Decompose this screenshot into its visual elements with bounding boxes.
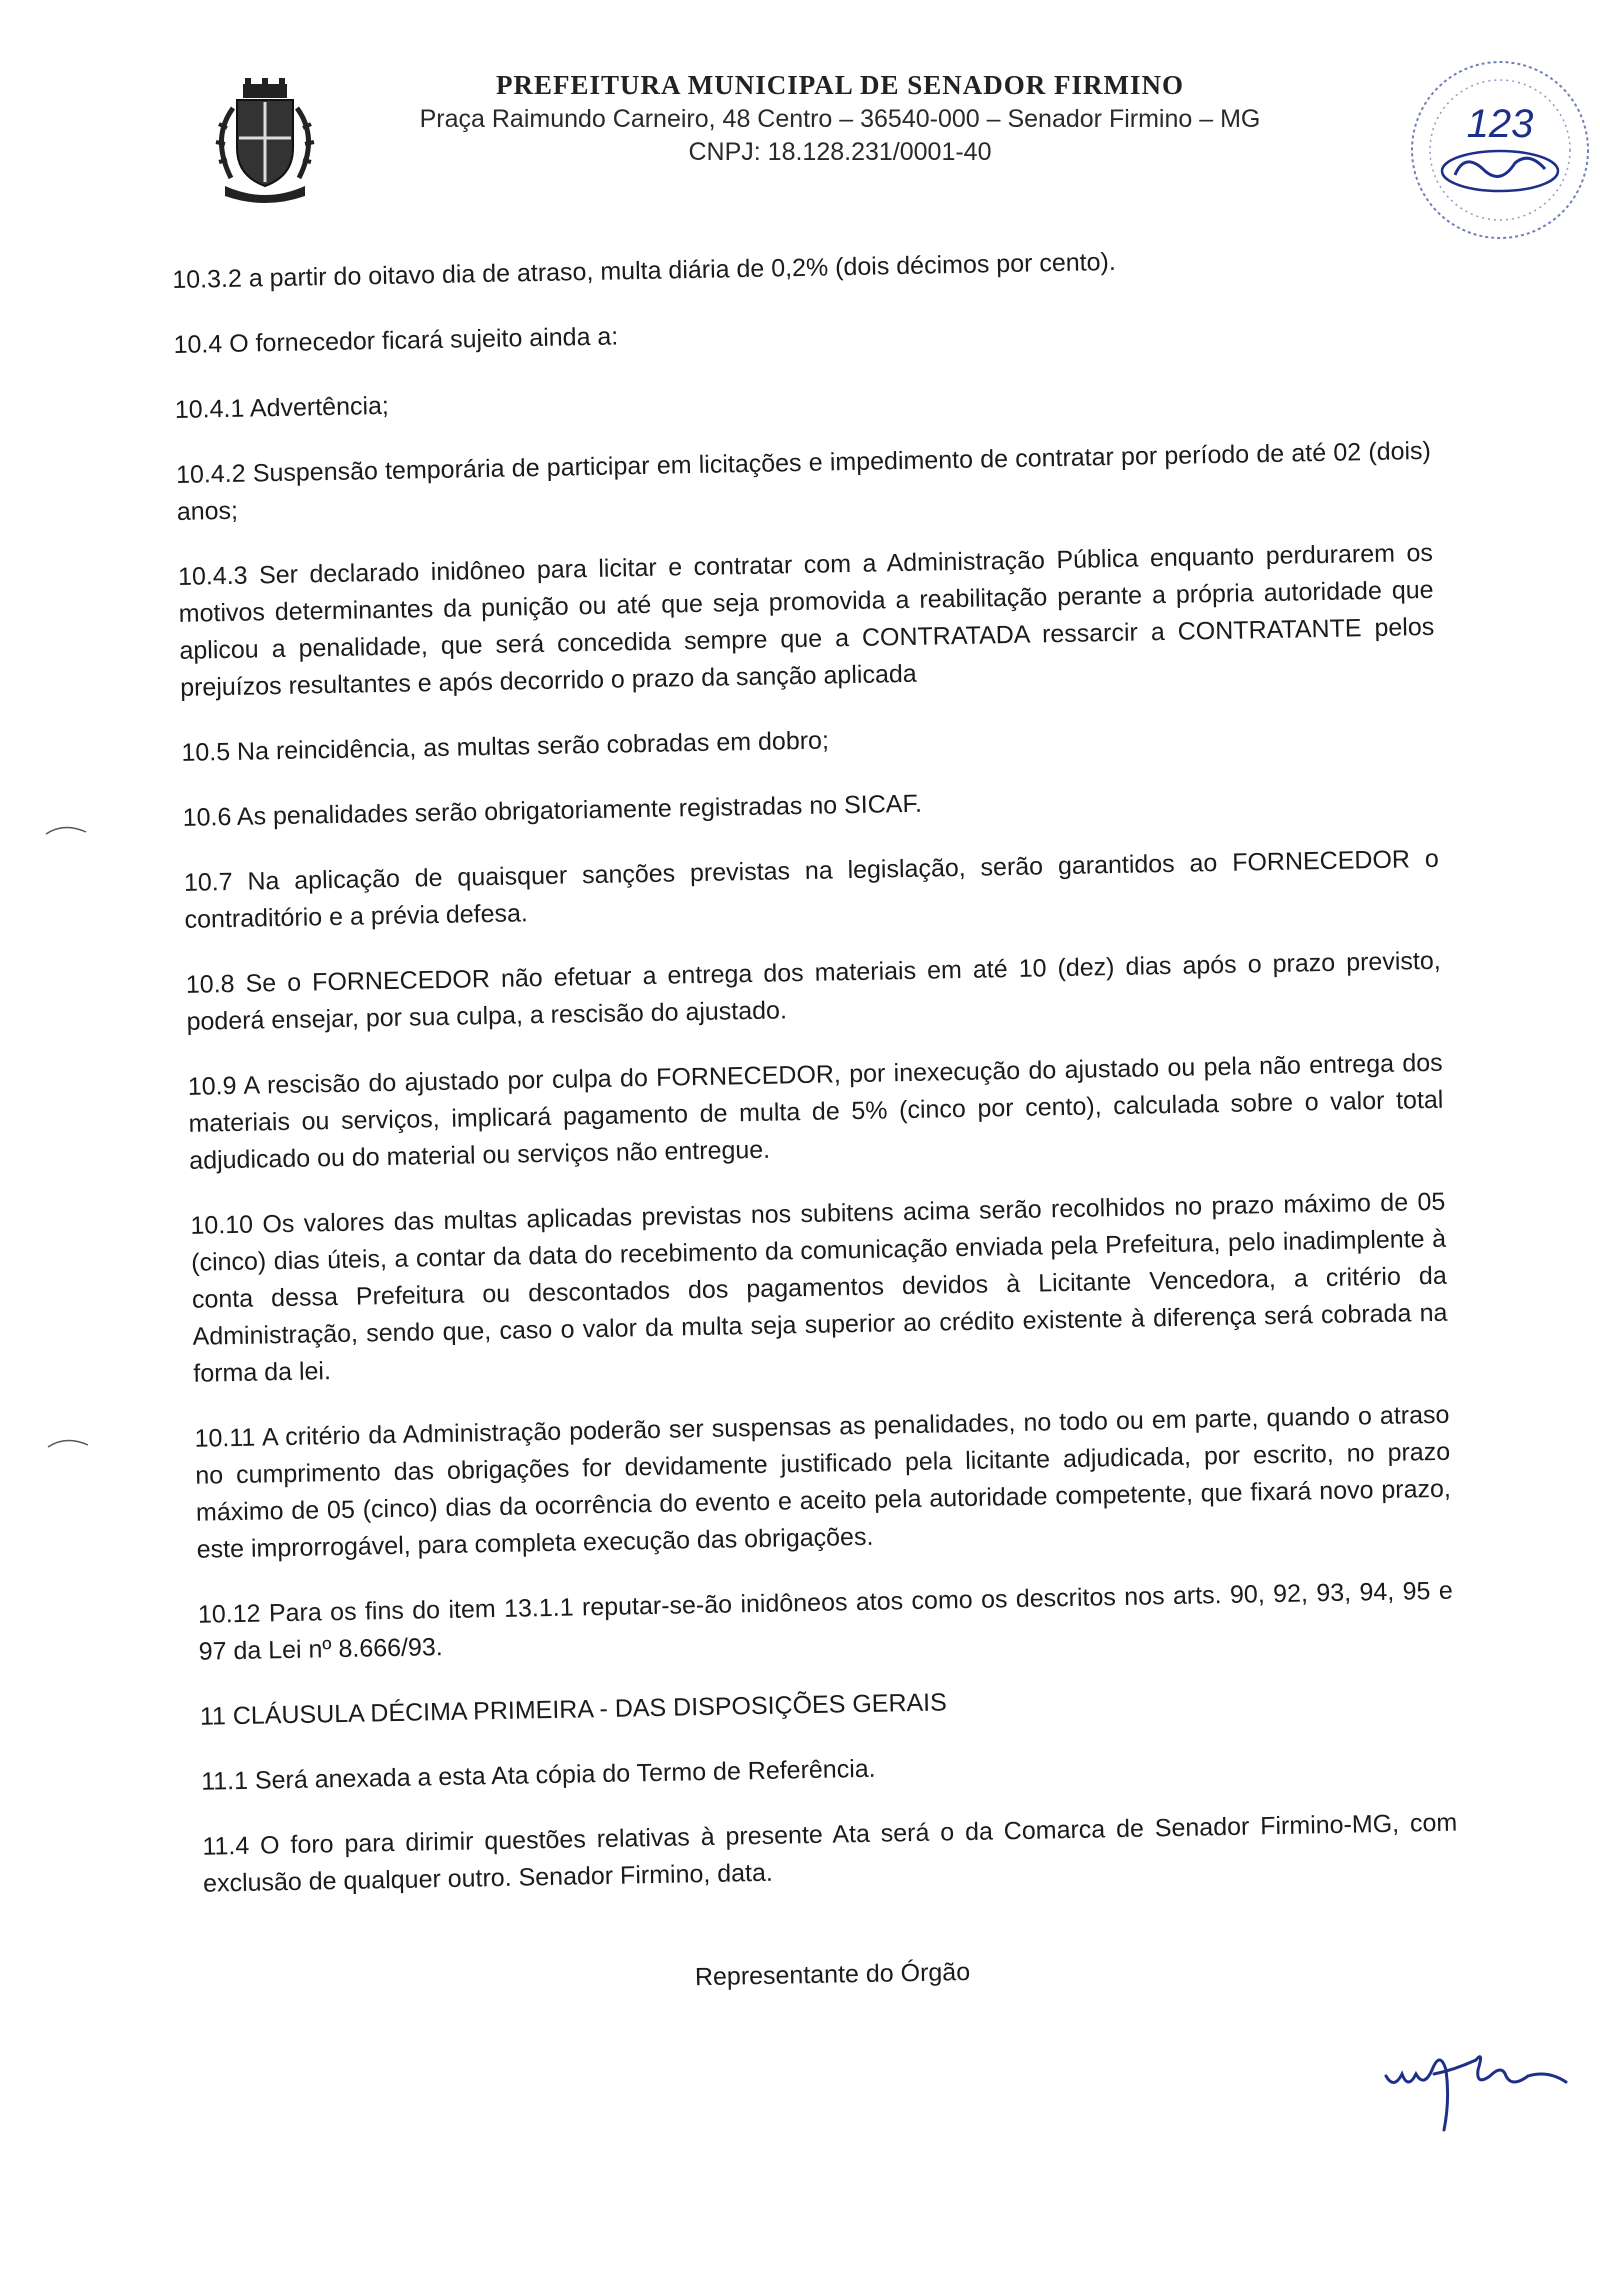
clause-10-3-2: 10.3.2 a partir do oitavo dia de atraso, multa diária de 0,2% (dois décimos por cento). (172, 247, 1117, 294)
clause-11-1: 11.1 Será anexada a esta Ata cópia do Termo de Referência. (200, 1754, 876, 1796)
org-cnpj: CNPJ: 18.128.231/0001-40 (688, 138, 992, 166)
clause-10-10: 10.10 Os valores das multas aplicadas previstas nos subitens acima serão recolhidos no prazo máximo de 05 (cinco) dias úteis, a contar da data do recebimento da comunicação enviada pela Prefeitura, pelo inadimplente à conta dessa Prefeitura ou descontados dos pagamentos devidos à Licitante Vencedora, a critério da Administração, sendo que, caso o valor da multa seja superior ao crédito existente à diferença será cobrada na forma da lei. (190, 1187, 1448, 1388)
representative-label: Representante do Órgão (694, 1957, 971, 1992)
document-header (0, 0, 1600, 230)
clause-10-9: 10.9 A rescisão do ajustado por culpa do FORNECEDOR, por inexecução do ajustado ou pela não entrega dos materiais ou serviços, implicará pagamento de multa de 5% (cinco por cento), calculada sobre o valor total adjudicado ou do material ou serviços não entregue. (187, 1048, 1444, 1175)
section-heading-11: 11 CLÁUSULA DÉCIMA PRIMEIRA - DAS DISPOSIÇÕES GERAIS (199, 1688, 948, 1731)
clause-10-4-3: 10.4.3 Ser declarado inidôneo para licitar e contratar com a Administração Pública enquanto perdurarem os motivos determinantes da punição ou até que seja promovida a reabilitação perante a própria autoridade que aplicou a penalidade, que será concedida sempre que a CONTRATADA ressarcir a CONTRATANTE pelos prejuízos resultantes e após decorrido o prazo da sanção aplicada (177, 538, 1435, 702)
margin-mark-icon (46, 1435, 90, 1449)
org-name: PREFEITURA MUNICIPAL DE SENADOR FIRMINO (495, 70, 1185, 100)
document-body (172, 238, 1460, 2002)
clause-10-12: 10.12 Para os fins do item 13.1.1 reputar-se-ão inidôneos atos como os descritos nos arts. 90, 92, 93, 94, 95 e 97 da Lei nº 8.666/93. (197, 1576, 1454, 1666)
org-address: Praça Raimundo Carneiro, 48 Centro – 36540-000 – Senador Firmino – MG (419, 105, 1261, 133)
header-text-block (360, 70, 1320, 167)
clause-10-5: 10.5 Na reincidência, as multas serão cobradas em dobro; (181, 726, 830, 767)
clause-10-4-2: 10.4.2 Suspensão temporária de participar em licitações e impedimento de contratar por período de até 02 (dois) anos; (175, 436, 1432, 526)
clause-10-7: 10.7 Na aplicação de quaisquer sanções previstas na legislação, serão garantidos ao FORNECEDOR o contraditório e a prévia defesa. (183, 844, 1439, 934)
commission-stamp-icon (1405, 55, 1595, 245)
clause-10-6: 10.6 As penalidades serão obrigatoriamente registradas no SICAF. (182, 789, 923, 832)
clause-10-4: 10.4 O fornecedor ficará sujeito ainda a: (173, 322, 619, 359)
margin-mark-icon (44, 822, 88, 836)
clause-10-4-1: 10.4.1 Advertência; (174, 391, 390, 424)
clause-11-4: 11.4 O foro para dirimir questões relativas à presente Ata será o da Comarca de Senador Firmino-MG, com exclusão de qualquer outro. Senador Firmino, data. (202, 1808, 1458, 1898)
clause-10-8: 10.8 Se o FORNECEDOR não efetuar a entrega dos materiais em até 10 (dez) dias após o prazo previsto, poderá ensejar, por sua culpa, a rescisão do ajustado. (185, 946, 1441, 1036)
handwritten-signature-icon (1380, 2030, 1580, 2140)
clause-10-11: 10.11 A critério da Administração poderão ser suspensas as penalidades, no todo ou em parte, quando o atraso no cumprimento das obrigações for devidamente justificado pela licitante adjudicada, por escrito, no prazo máximo de 05 (cinco) dias da ocorrência do evento e aceito pela autoridade competente, que fixará novo prazo, este improrrogável, para completa execução das obrigações. (194, 1400, 1452, 1564)
stamp-page-number: 123 (1466, 102, 1534, 146)
municipal-coat-of-arms-icon (205, 78, 325, 208)
